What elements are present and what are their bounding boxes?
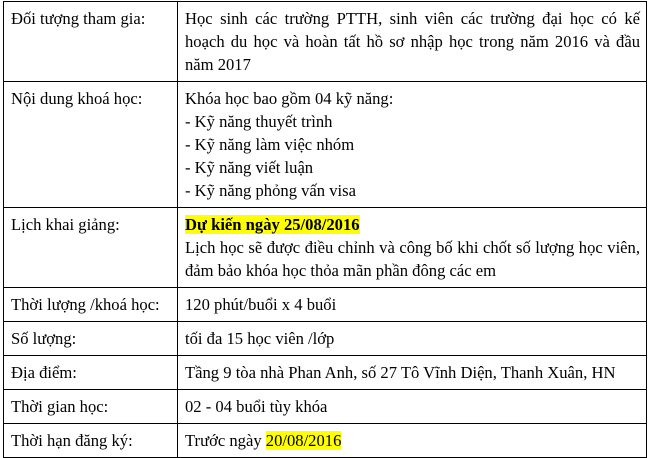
deadline-prefix: Trước ngày [185,431,266,450]
row-value: tối đa 15 học viên /lớp [178,322,647,356]
schedule-note: Lịch học sẽ được điều chỉnh và công bố khi chốt số lượng học viên, đảm bảo khóa học thỏa mãn phần đông các em [185,238,640,280]
course-content-cell [178,82,647,208]
highlighted-date: 20/08/2016 [265,431,342,450]
document-page [3,1,647,458]
course-info-table [3,1,647,458]
list-item: - Kỹ năng thuyết trình [185,112,333,131]
table-row [4,424,647,458]
opening-schedule-cell [178,208,647,288]
course-content-intro: Khóa học bao gồm 04 kỹ năng: [185,89,394,108]
row-label: Thời gian học: [4,390,178,424]
row-label: Lịch khai giảng: [4,208,178,288]
row-value: 02 - 04 buổi tùy khóa [178,390,647,424]
highlighted-date: Dự kiến ngày 25/08/2016 [185,215,360,234]
row-value: Tầng 9 tòa nhà Phan Anh, số 27 Tô Vĩnh Diện, Thanh Xuân, HN [178,356,647,390]
list-item: - Kỹ năng viết luận [185,158,314,177]
row-label: Số lượng: [4,322,178,356]
row-label: Thời hạn đăng ký: [4,424,178,458]
row-value: Học sinh các trường PTTH, sinh viên các trường đại học có kế hoạch du học và hoàn tất hồ sơ nhập học trong năm 2016 và đầu năm 2017 [178,2,647,82]
table-row [4,288,647,322]
row-label: Thời lượng /khoá học: [4,288,178,322]
row-label: Đối tượng tham gia: [4,2,178,82]
list-item: - Kỹ năng phỏng vấn visa [185,181,356,200]
table-row [4,2,647,82]
table-row [4,208,647,288]
table-row [4,82,647,208]
row-label: Nội dung khoá học: [4,82,178,208]
registration-deadline-cell [178,424,647,458]
row-label: Địa điểm: [4,356,178,390]
table-row [4,390,647,424]
table-row [4,322,647,356]
row-value: 120 phút/buổi x 4 buổi [178,288,647,322]
table-row [4,356,647,390]
list-item: - Kỹ năng làm việc nhóm [185,135,355,154]
